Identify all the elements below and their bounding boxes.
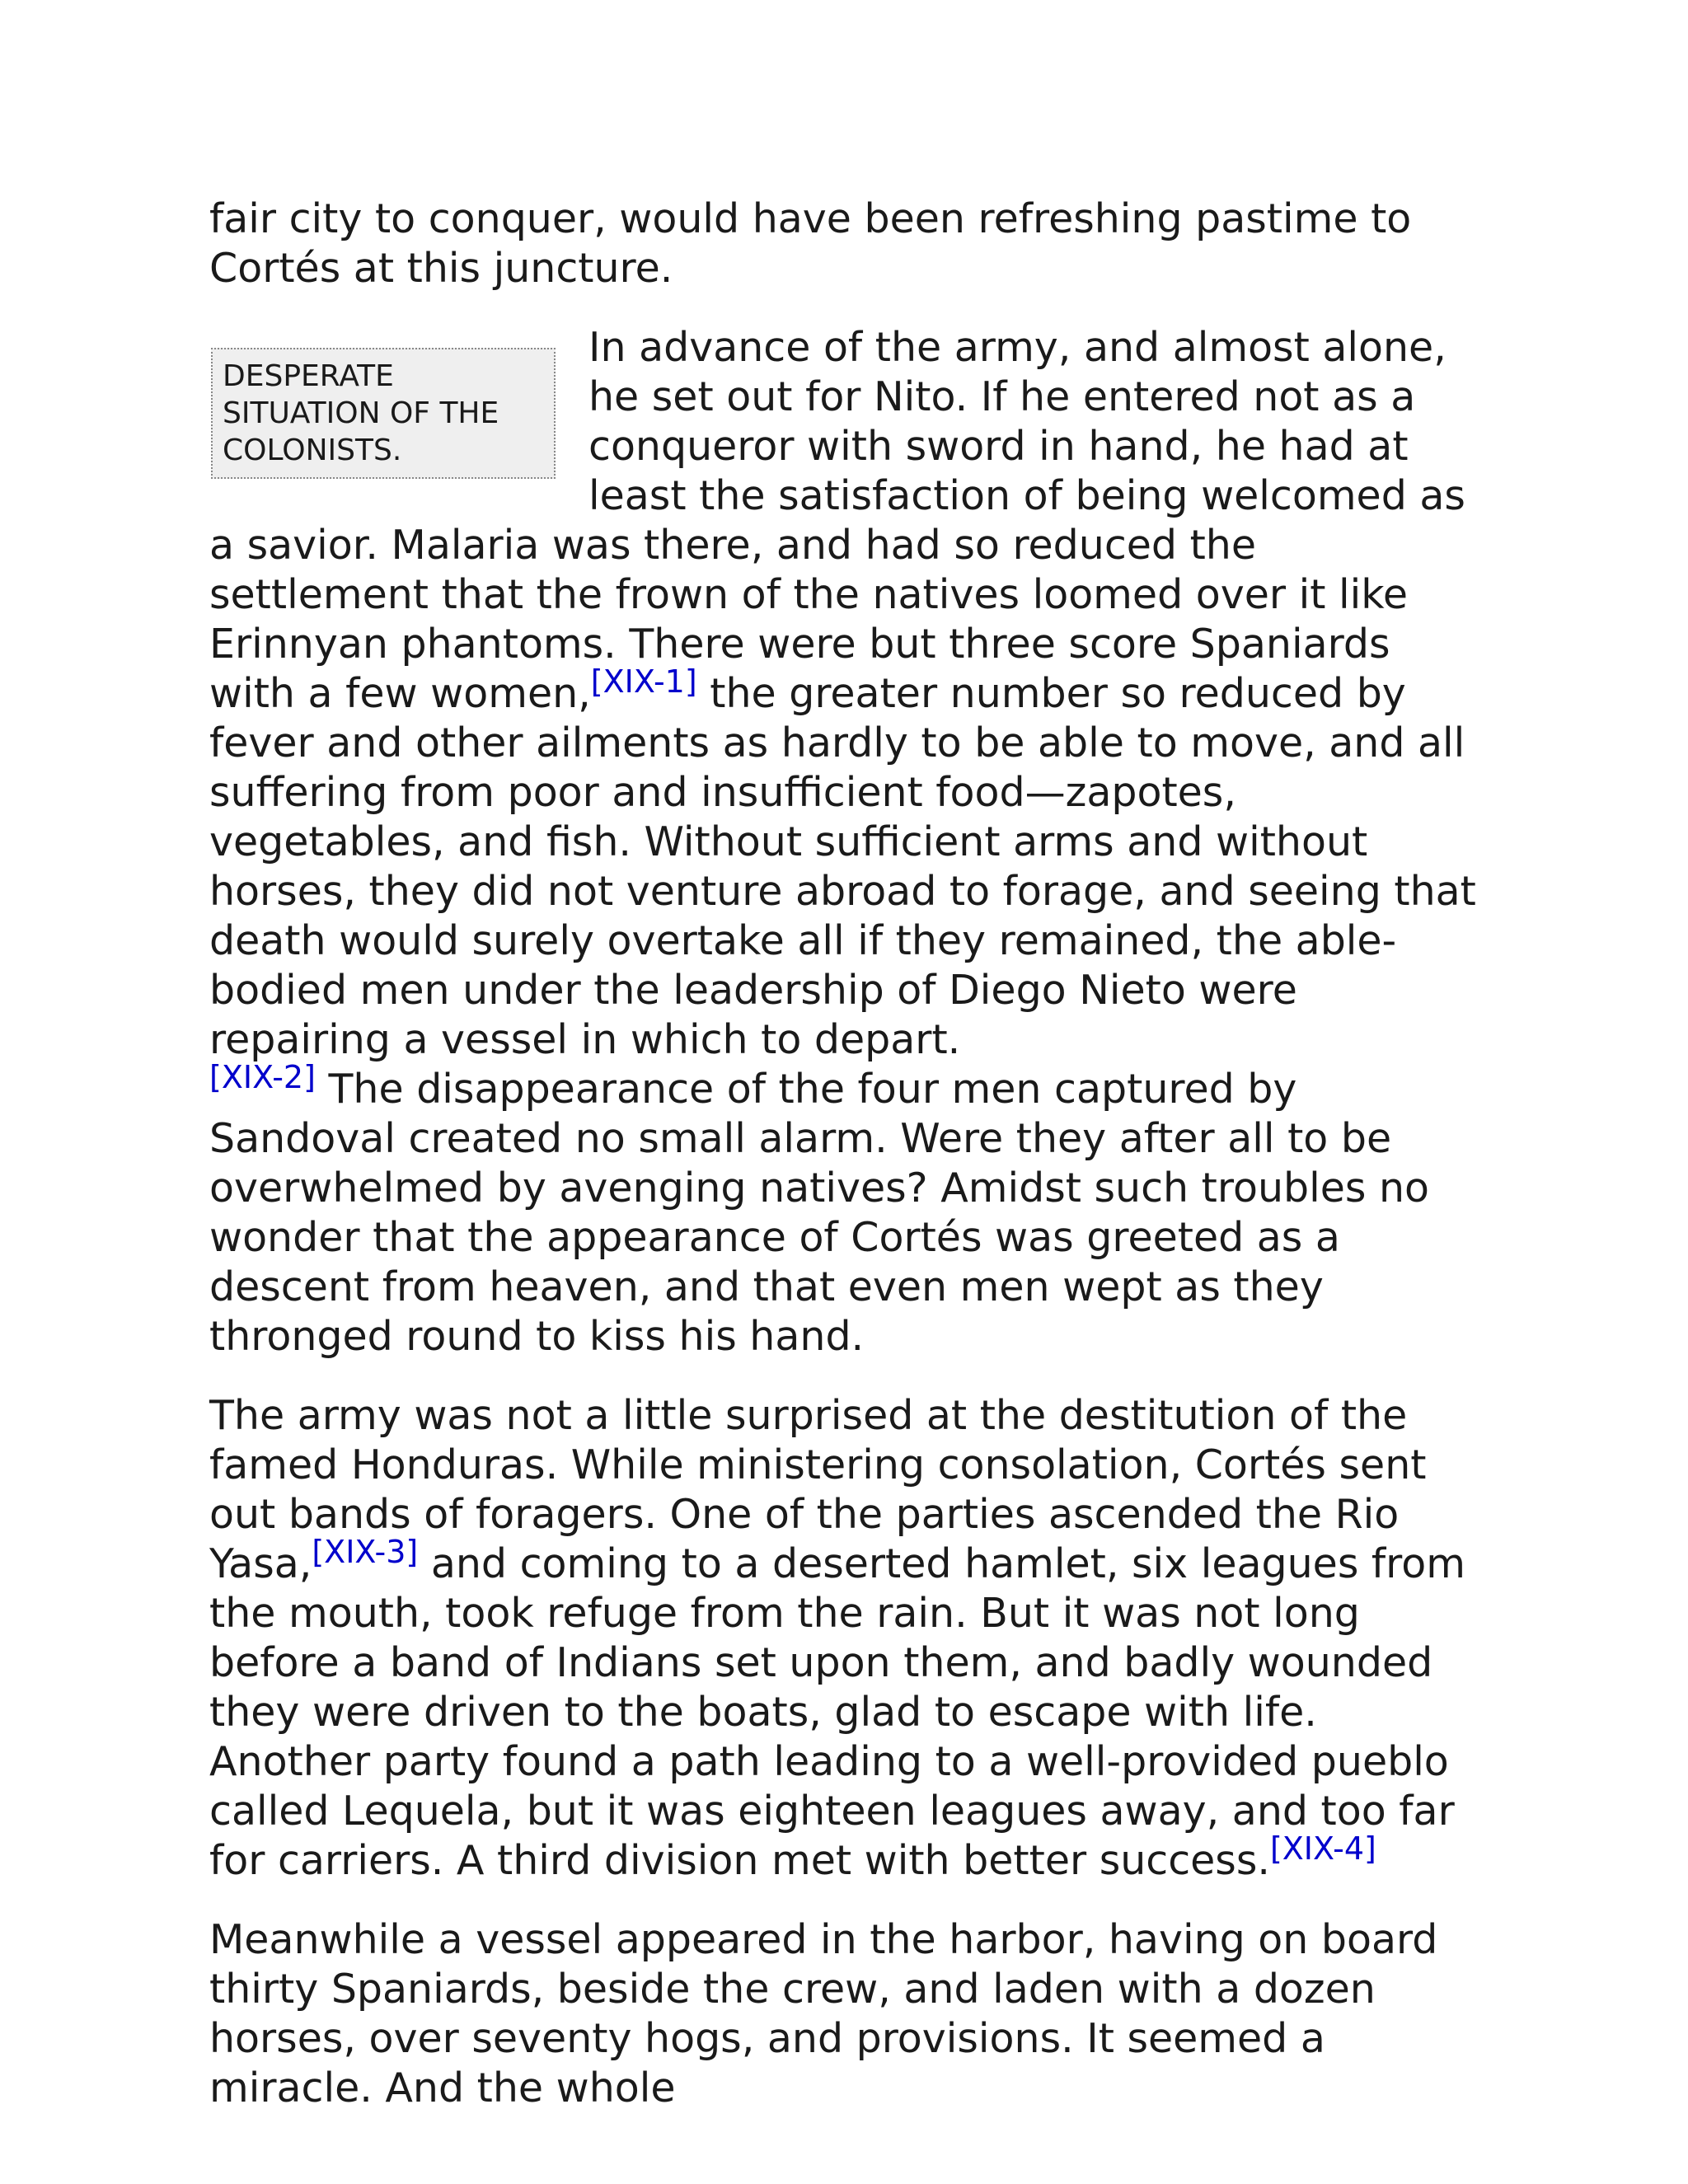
footnote-link-xix-4[interactable]: [XIX-4] [1269,1830,1376,1867]
footnote-link-xix-2[interactable]: [XIX-2] [209,1059,316,1095]
footnote-link-xix-3[interactable]: [XIX-3] [312,1534,419,1570]
footnote-link-xix-1[interactable]: [XIX-1] [590,663,697,700]
paragraph-text: and coming to a deserted hamlet, six leagues from the mouth, took refuge from the rain. But it was not long before a band of Indians set upon them, and badly wounded they were driven to the boats, glad to escape with life. Another party found a path leading to a well-provided pueblo called Lequela, but it was eighteen leagues away, and too far for carriers. A third division met with better success. [209,1540,1465,1884]
continued-paragraph: fair city to conquer, would have been refreshing pastime to Cortés at this juncture. [209,195,1412,292]
paragraph-nito-text [209,323,1479,1361]
paragraph-text: The army was not a little surprised at the destitution of the famed Honduras. While ministering consolation, Cortés sent out bands of foragers. One of the parties ascended the Rio Yasa, [209,1392,1427,1587]
paragraph-nito [209,323,1479,1361]
paragraph-honduras [209,1391,1479,1886]
paragraph-vessel: Meanwhile a vessel appeared in the harbor, having on board thirty Spaniards, beside the crew, and laden with a dozen horses, over seventy hogs, and provisions. It seemed a miracle. And the whole [209,1916,1438,2111]
paragraph-text: The disappearance of the four men captured by Sandoval created no small alarm. Were they after all to be overwhelmed by avenging natives? Amidst such troubles no wonder that the appearance of Cortés was greeted as a descent from heaven, and that even men wept as they thronged round to kiss his hand. [209,1066,1430,1360]
page-body [209,194,1479,2113]
sidenote-desperate-situation: DESPERATE SITUATION OF THE COLONISTS. [211,348,556,479]
paragraph-text: In advance of the army, and almost alone, he set out for Nito. If he entered not as a conqueror with sword in hand, he had at least the satisfaction of being welcomed as a savior. Malaria was there, and had so reduced the settlement that the frown of the natives loomed over it like Erinnyan phantoms. There were but three score Spaniards with a few women, [209,324,1465,717]
paragraph-text: the greater number so reduced by fever and other ailments as hardly to be able to move, and all suffering from poor and insufficient food—zapotes, vegetables, and fish. Without sufficient arms and without horses, they did not venture abroad to forage, and seeing that death would surely overtake all if they remained, the able-bodied men under the leadership of Diego Nieto were repairing a vessel in which to depart. [209,670,1476,1063]
